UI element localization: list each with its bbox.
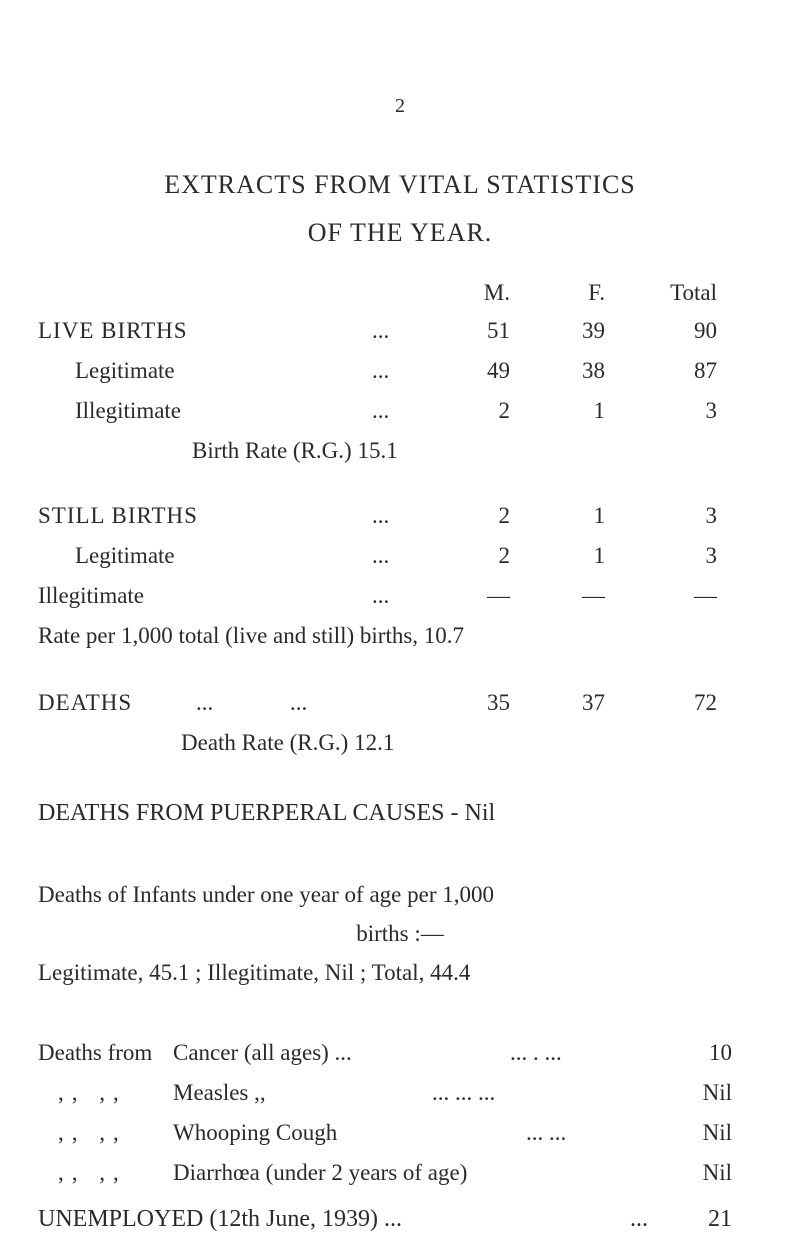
- deaths-label: DEATHS: [38, 690, 133, 715]
- live-illegitimate-total: 3: [705, 398, 717, 423]
- unemployed-value: 21: [708, 1206, 732, 1232]
- cause-label: Cancer (all ages) ...: [173, 1040, 352, 1065]
- page-subtitle: OF THE YEAR.: [307, 218, 493, 247]
- still-legitimate-row: [0, 543, 800, 577]
- infant-deaths-line3: Legitimate, 45.1 ; Illegitimate, Nil ; Total, 44.4: [38, 960, 471, 985]
- column-headers: [0, 280, 800, 314]
- still-legitimate-f: 1: [593, 543, 605, 568]
- infant-deaths-line2: births :—: [356, 921, 444, 946]
- still-illegitimate-label: Illegitimate: [38, 583, 145, 608]
- cause-value: Nil: [702, 1160, 732, 1185]
- live-illegitimate-row: [0, 398, 800, 432]
- death-rate: Death Rate (R.G.) 12.1: [181, 730, 395, 755]
- live-illegitimate-m: 2: [498, 398, 510, 423]
- dots: ... ... ...: [432, 1080, 496, 1105]
- cause-row: [0, 1120, 800, 1154]
- header-f: F.: [588, 280, 605, 305]
- live-illegitimate-f: 1: [593, 398, 605, 423]
- dots: ...: [372, 358, 390, 383]
- dots: ... ...: [526, 1120, 567, 1145]
- still-illegitimate-m: —: [487, 583, 510, 608]
- deaths-f: 37: [582, 690, 605, 715]
- still-births-label: STILL BIRTHS: [38, 503, 198, 528]
- puerperal-deaths: DEATHS FROM PUERPERAL CAUSES - Nil: [38, 800, 496, 826]
- live-legitimate-row: [0, 358, 800, 392]
- deaths-m: 35: [487, 690, 510, 715]
- live-legitimate-label: Legitimate: [75, 358, 175, 383]
- live-illegitimate-label: Illegitimate: [75, 398, 182, 423]
- still-birth-rate: Rate per 1,000 total (live and still) births, 10.7: [38, 623, 465, 648]
- cause-row: [0, 1040, 800, 1074]
- header-m: M.: [483, 280, 510, 305]
- still-births-row: [0, 503, 800, 537]
- cause-prefix: ,, ,,: [58, 1080, 127, 1105]
- dots: ...: [290, 690, 308, 715]
- dots: ...: [372, 583, 390, 608]
- live-births-m: 51: [487, 318, 510, 343]
- live-births-label: LIVE BIRTHS: [38, 318, 188, 343]
- cause-value: 10: [709, 1040, 732, 1065]
- cause-prefix: Deaths from: [38, 1040, 153, 1065]
- infant-deaths-line1: Deaths of Infants under one year of age per 1,000: [38, 882, 494, 907]
- dots: ...: [630, 1206, 648, 1232]
- still-illegitimate-row: [0, 583, 800, 617]
- birth-rate: Birth Rate (R.G.) 15.1: [192, 438, 398, 463]
- unemployed-label: UNEMPLOYED (12th June, 1939) ...: [38, 1206, 402, 1232]
- dots: ...: [372, 543, 390, 568]
- still-illegitimate-f: —: [582, 583, 605, 608]
- deaths-total: 72: [694, 690, 717, 715]
- cause-row: [0, 1160, 800, 1194]
- still-births-m: 2: [498, 503, 510, 528]
- page-number: 2: [395, 95, 405, 117]
- live-births-total: 90: [694, 318, 717, 343]
- cause-row: [0, 1080, 800, 1114]
- cause-label: Diarrhœa (under 2 years of age): [173, 1160, 468, 1185]
- still-legitimate-m: 2: [498, 543, 510, 568]
- dots: ... . ...: [510, 1040, 562, 1065]
- page-title: EXTRACTS FROM VITAL STATISTICS: [164, 170, 636, 199]
- still-births-total: 3: [705, 503, 717, 528]
- unemployed-row: [0, 1206, 800, 1240]
- live-births-row: [0, 318, 800, 352]
- dots: ...: [372, 318, 390, 343]
- dots: ...: [196, 690, 214, 715]
- cause-label: Whooping Cough: [173, 1120, 338, 1145]
- cause-label: Measles ,,: [173, 1080, 266, 1105]
- header-total: Total: [670, 280, 717, 305]
- still-illegitimate-total: —: [694, 583, 717, 608]
- dots: ...: [372, 503, 390, 528]
- dots: ...: [372, 398, 390, 423]
- cause-prefix: ,, ,,: [58, 1120, 127, 1145]
- still-legitimate-total: 3: [705, 543, 717, 568]
- still-legitimate-label: Legitimate: [75, 543, 175, 568]
- live-legitimate-f: 38: [582, 358, 605, 383]
- live-births-f: 39: [582, 318, 605, 343]
- cause-value: Nil: [702, 1120, 732, 1145]
- cause-value: Nil: [702, 1080, 732, 1105]
- cause-prefix: ,, ,,: [58, 1160, 127, 1185]
- live-legitimate-total: 87: [694, 358, 717, 383]
- deaths-row: [0, 690, 800, 724]
- still-births-f: 1: [593, 503, 605, 528]
- live-legitimate-m: 49: [487, 358, 510, 383]
